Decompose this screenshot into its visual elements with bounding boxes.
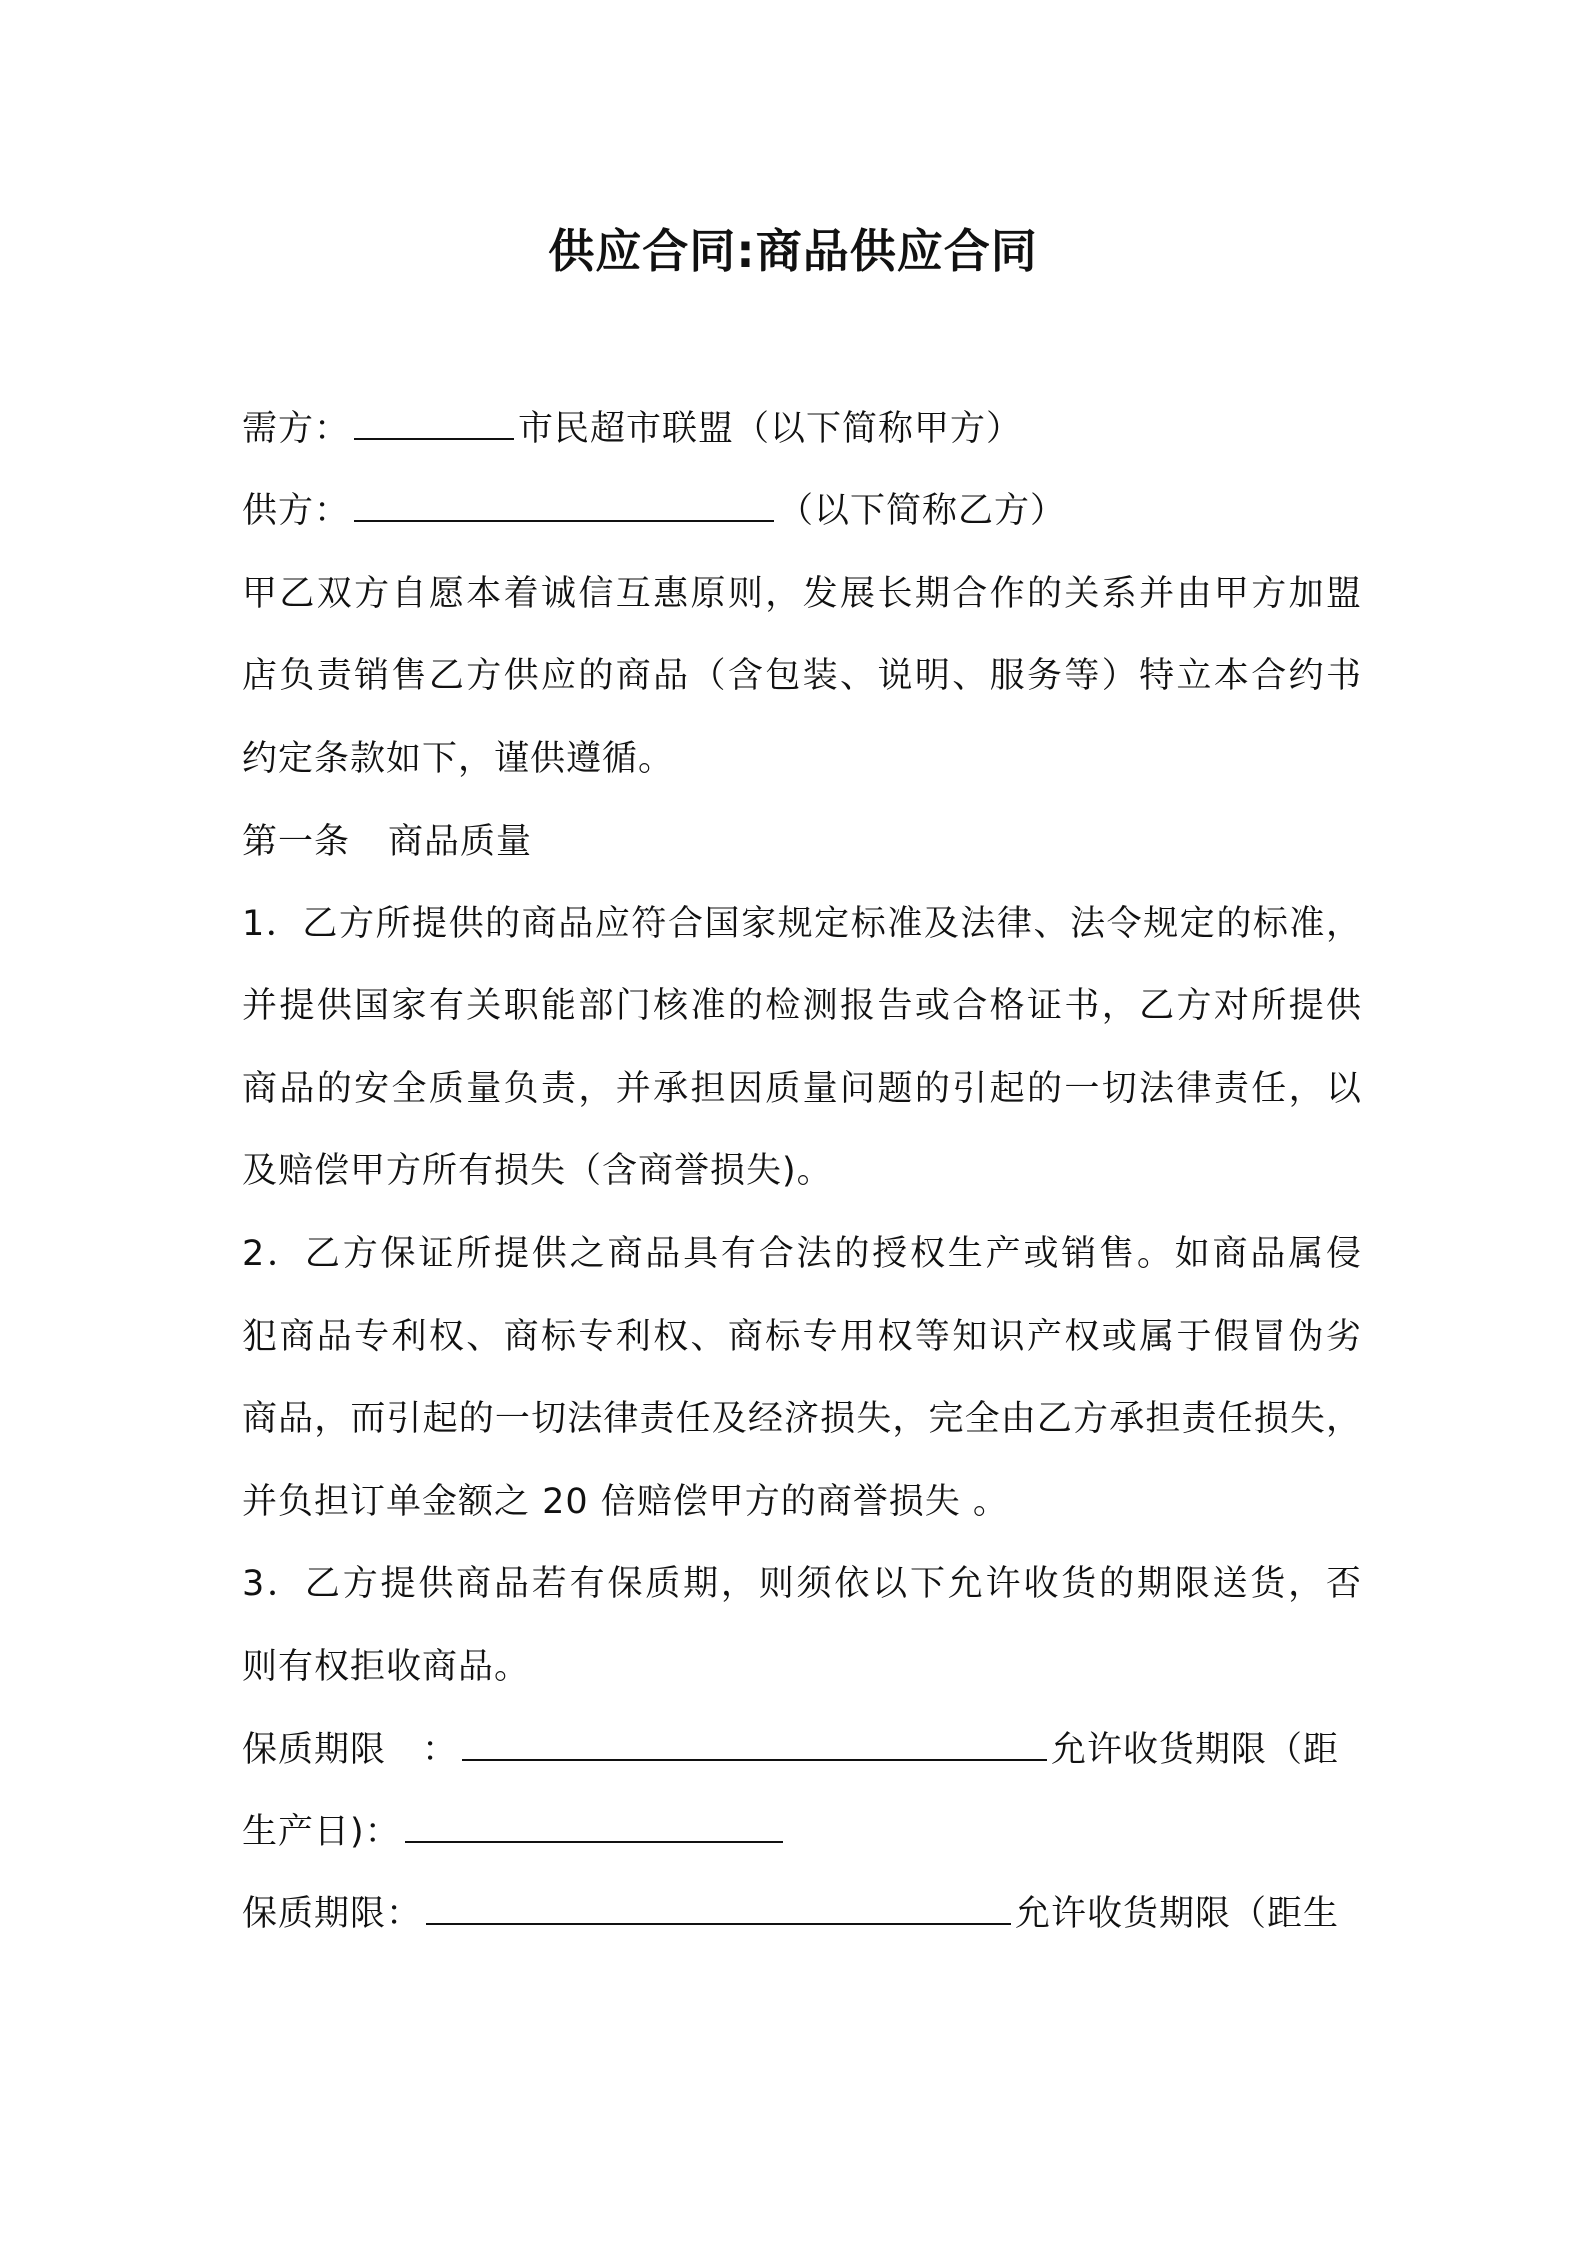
document-title: 供应合同:商品供应合同 (548, 224, 1038, 278)
clause-1-line: 商品的安全质量负责，并承担因质量问题的引起的一切法律责任，以 (242, 1069, 1362, 1109)
clause-3-line: 则有权拒收商品。 (242, 1647, 531, 1687)
clause-2-line: 商品，而引起的一切法律责任及经济损失，完全由乙方承担责任损失， (242, 1399, 1362, 1439)
supply-party-blank[interactable] (354, 490, 774, 522)
shelf-life-label: 保质期限： (242, 1894, 423, 1934)
intro-line: 店负责销售乙方供应的商品（含包装、说明、服务等）特立本合约书 (242, 656, 1362, 696)
intro-line: 甲乙双方自愿本着诚信互惠原则，发展长期合作的关系并由甲方加盟 (242, 574, 1362, 614)
clause-2-line: 并负担订单金额之 20 倍赔偿甲方的商誉损失 。 (242, 1482, 1009, 1522)
demand-party-label: 需方： (242, 409, 351, 449)
intro-line: 约定条款如下，谨供遵循。 (242, 739, 675, 779)
clause-2-line: 犯商品专利权、商标专利权、商标专用权等知识产权或属于假冒伪劣 (242, 1317, 1362, 1357)
production-date-row (242, 1808, 1362, 1856)
article-title: 商品质量 (388, 822, 533, 862)
supply-party-suffix: （以下简称乙方） (778, 491, 1067, 531)
production-date-blank[interactable] (405, 1811, 783, 1843)
shelf-life-blank[interactable] (426, 1893, 1011, 1925)
demand-party-name: 市民超市联盟（以下简称甲方） (518, 409, 1023, 449)
clause-1-line: 及赔偿甲方所有损失（含商誉损失)。 (242, 1151, 833, 1191)
production-date-label: 生产日)： (242, 1812, 401, 1852)
clause-1-line: 1．乙方所提供的商品应符合国家规定标准及法律、法令规定的标准， (242, 904, 1362, 944)
shelf-life-blank[interactable] (462, 1729, 1047, 1761)
shelf-life-row (242, 1890, 1362, 1938)
shelf-life-row (242, 1726, 1362, 1774)
supply-party-line (242, 487, 1362, 535)
supply-party-label: 供方： (242, 491, 351, 531)
shelf-life-label: 保质期限 ： (242, 1730, 459, 1770)
article-number: 第一条 (242, 822, 351, 862)
clause-1-line: 并提供国家有关职能部门核准的检测报告或合格证书，乙方对所提供 (242, 986, 1362, 1026)
allowed-receipt-label: 允许收货期限（距 (1051, 1730, 1340, 1770)
clause-2-line: 2．乙方保证所提供之商品具有合法的授权生产或销售。如商品属侵 (242, 1234, 1362, 1274)
demand-party-blank[interactable] (354, 408, 514, 440)
allowed-receipt-label: 允许收货期限（距生 (1015, 1894, 1340, 1934)
clause-3-line: 3．乙方提供商品若有保质期，则须依以下允许收货的期限送货，否 (242, 1564, 1362, 1604)
article-heading (242, 818, 1362, 866)
demand-party-line (242, 405, 1362, 453)
